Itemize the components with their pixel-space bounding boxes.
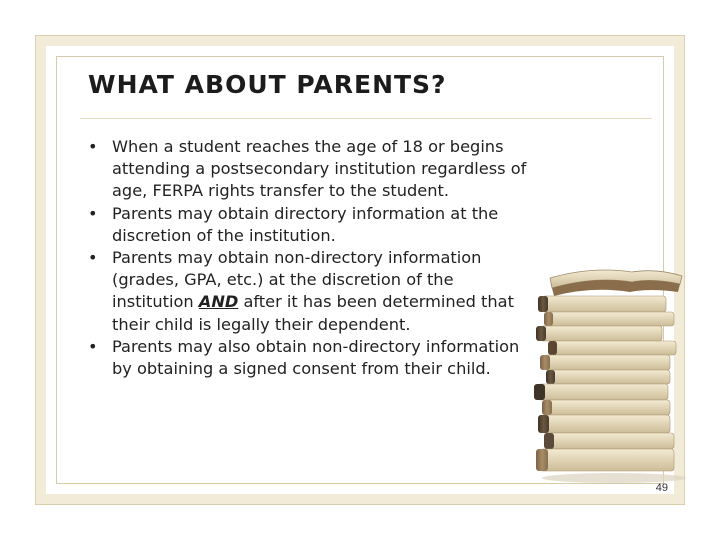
bullet-item-4 xyxy=(88,336,528,380)
bullet-text-end: after it has been determined that their child is legally their dependent. xyxy=(112,292,514,334)
stack-of-books-icon xyxy=(532,262,692,487)
bullet-list xyxy=(88,136,528,380)
bullet-marker: • xyxy=(88,248,98,268)
bullet-item-3 xyxy=(88,247,528,336)
bullet-item-1 xyxy=(88,136,528,203)
bullet-item-2 xyxy=(88,203,528,247)
bullet-emphasis: AND xyxy=(198,292,239,312)
bullet-marker: • xyxy=(88,203,98,223)
bullet-marker: • xyxy=(88,137,98,156)
bullet-text: Parents may also obtain non-directory information by obtaining a signed consent from their child. xyxy=(112,336,520,379)
page-number: 49 xyxy=(655,482,668,494)
bullet-text-start: Parents may obtain non-directory information (grades, GPA, etc.) at the discretion of the institution xyxy=(112,248,482,312)
bullet-text: When a student reaches the age of 18 or begins attending a postsecondary institution regardless of age, FERPA rights transfer to the student. xyxy=(112,137,527,201)
slide-title: WHAT ABOUT PARENTS? xyxy=(88,70,447,99)
bullet-text: Parents may obtain directory information at the discretion of the institution. xyxy=(112,203,499,245)
bullet-marker: • xyxy=(88,336,98,356)
title-divider xyxy=(80,118,652,119)
